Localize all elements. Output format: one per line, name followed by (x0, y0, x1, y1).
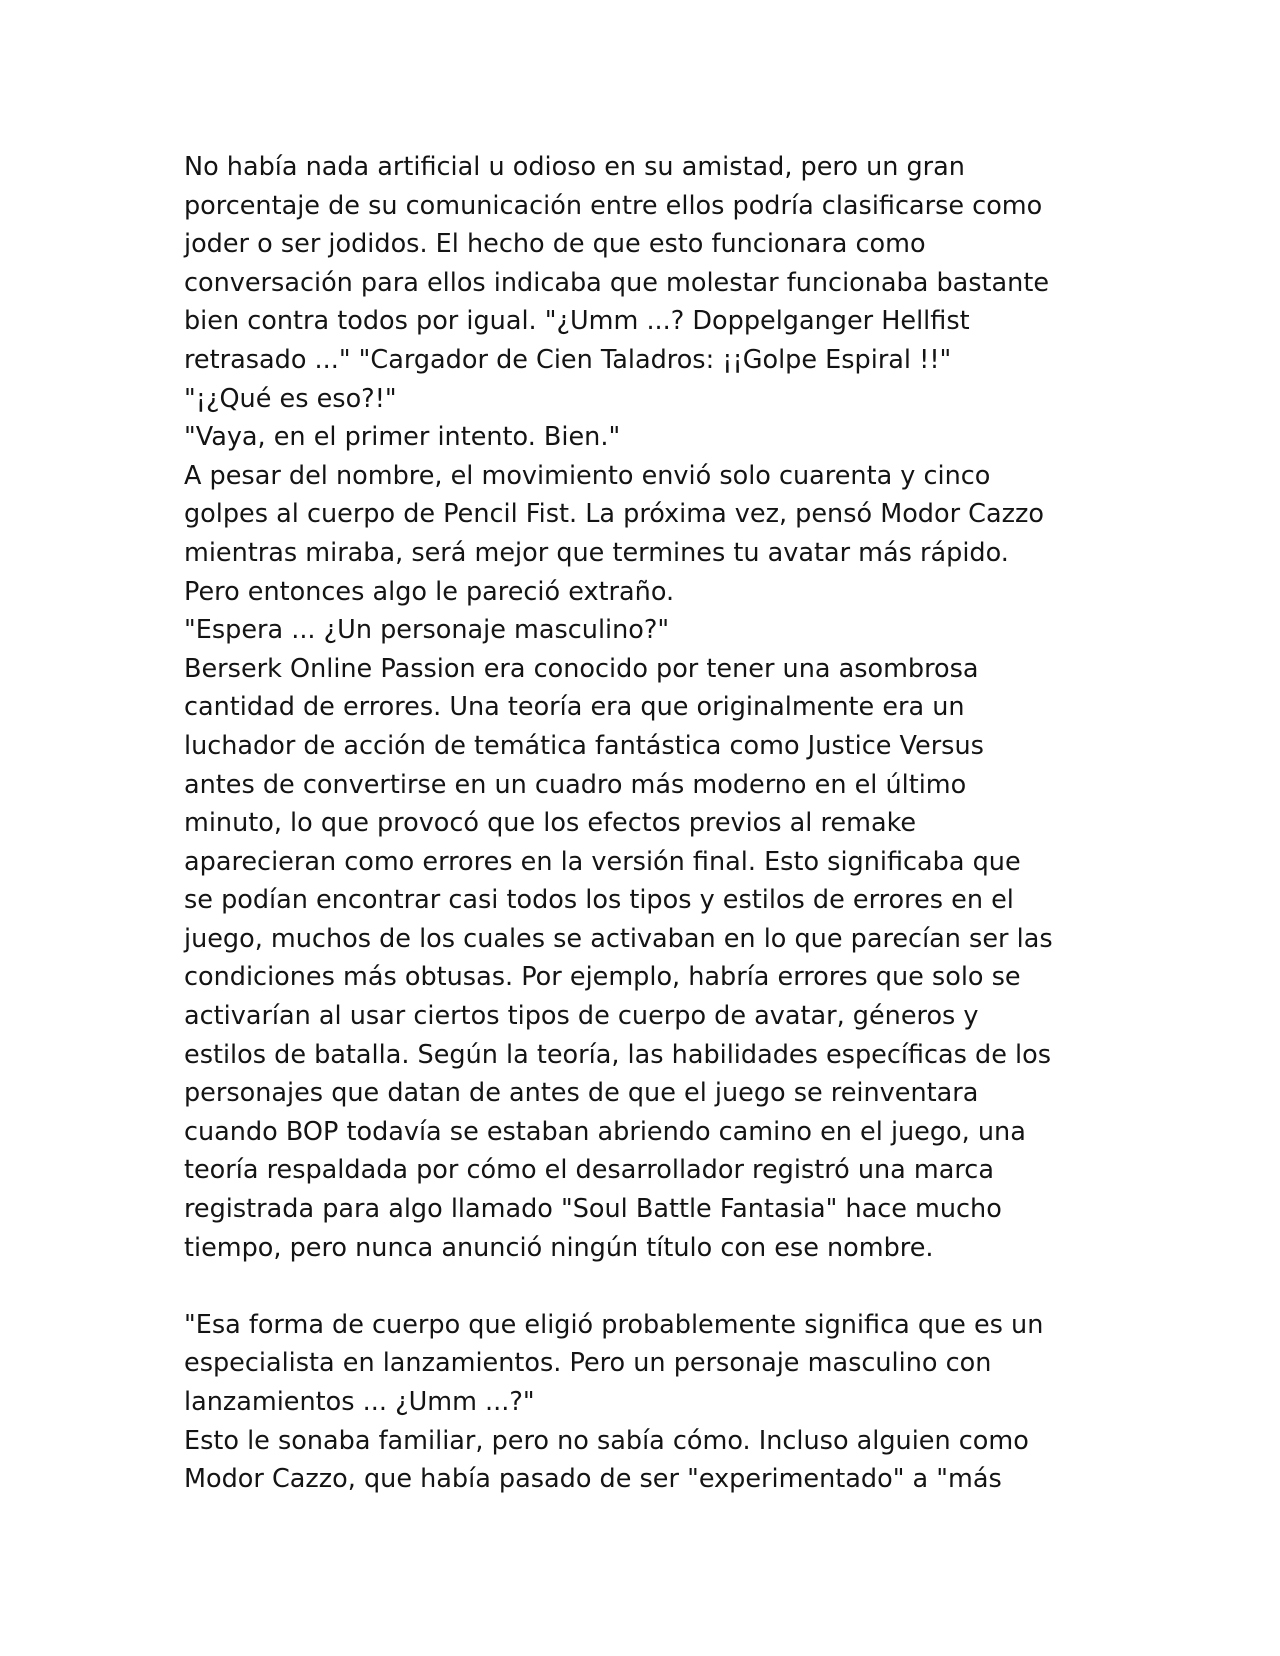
text-line: condiciones más obtusas. Por ejemplo, habría errores que solo se (184, 962, 1021, 993)
body-text (184, 148, 1124, 1499)
text-line: No había nada artificial u odioso en su amistad, pero un gran (184, 152, 965, 182)
text-line: mientras miraba, será mejor que termines tu avatar más rápido. (184, 537, 1009, 568)
text-line: antes de convertirse en un cuadro más moderno en el último (184, 769, 967, 800)
text-line: cuando BOP todavía se estaban abriendo camino en el juego, una (184, 1116, 1026, 1147)
text-line: activarían al usar ciertos tipos de cuerpo de avatar, géneros y (184, 1001, 979, 1032)
text-line: porcentaje de su comunicación entre ellos podría clasificarse como (184, 190, 1043, 221)
text-line: minuto, lo que provocó que los efectos previos al remake (184, 808, 917, 839)
text-line: tiempo, pero nunca anunció ningún título con ese nombre. (184, 1232, 934, 1263)
text-line: joder o ser jodidos. El hecho de que esto funcionara como (184, 229, 926, 260)
text-line: Esto le sonaba familiar, pero no sabía cómo. Incluso alguien como (184, 1425, 1029, 1456)
text-line: conversación para ellos indicaba que molestar funcionaba bastante (184, 267, 1050, 298)
text-line: aparecieran como errores en la versión final. Esto significaba que (184, 846, 1021, 877)
text-line: bien contra todos por igual. "¿Umm ...? Doppelganger Hellfist (184, 306, 970, 337)
text-line: retrasado ..." "Cargador de Cien Taladros: ¡¡Golpe Espiral !!" (184, 344, 952, 375)
text-line: especialista en lanzamientos. Pero un personaje masculino con (184, 1348, 992, 1379)
text-line: golpes al cuerpo de Pencil Fist. La próxima vez, pensó Modor Cazzo (184, 499, 1044, 530)
text-line: "¡¿Qué es eso?!" (184, 383, 397, 414)
text-line: "Vaya, en el primer intento. Bien." (184, 422, 621, 453)
text-line: teoría respaldada por cómo el desarrollador registró una marca (184, 1155, 994, 1186)
text-line: luchador de acción de temática fantástica como Justice Versus (184, 730, 984, 761)
text-line: "Esa forma de cuerpo que eligió probablemente significa que es un (184, 1309, 1044, 1340)
text-line: Berserk Online Passion era conocido por tener una asombrosa (184, 653, 979, 684)
text-line: A pesar del nombre, el movimiento envió solo cuarenta y cinco (184, 460, 991, 491)
paragraph-break (184, 1267, 1124, 1306)
text-line: lanzamientos ... ¿Umm ...?" (184, 1387, 535, 1417)
text-line: registrada para algo llamado "Soul Battle Fantasia" hace mucho (184, 1194, 1002, 1225)
text-line: Pero entonces algo le pareció extraño. (184, 576, 675, 607)
text-line: personajes que datan de antes de que el juego se reinventara (184, 1078, 979, 1109)
text-line: juego, muchos de los cuales se activaban en lo que parecían ser las (184, 923, 1053, 954)
text-line: cantidad de errores. Una teoría era que originalmente era un (184, 692, 965, 723)
text-line: "Espera ... ¿Un personaje masculino?" (184, 615, 670, 646)
text-line: se podían encontrar casi todos los tipos y estilos de errores en el (184, 885, 1014, 916)
text-line: estilos de batalla. Según la teoría, las habilidades específicas de los (184, 1039, 1051, 1070)
text-line: Modor Cazzo, que había pasado de ser "experimentado" a "más (184, 1464, 1002, 1495)
